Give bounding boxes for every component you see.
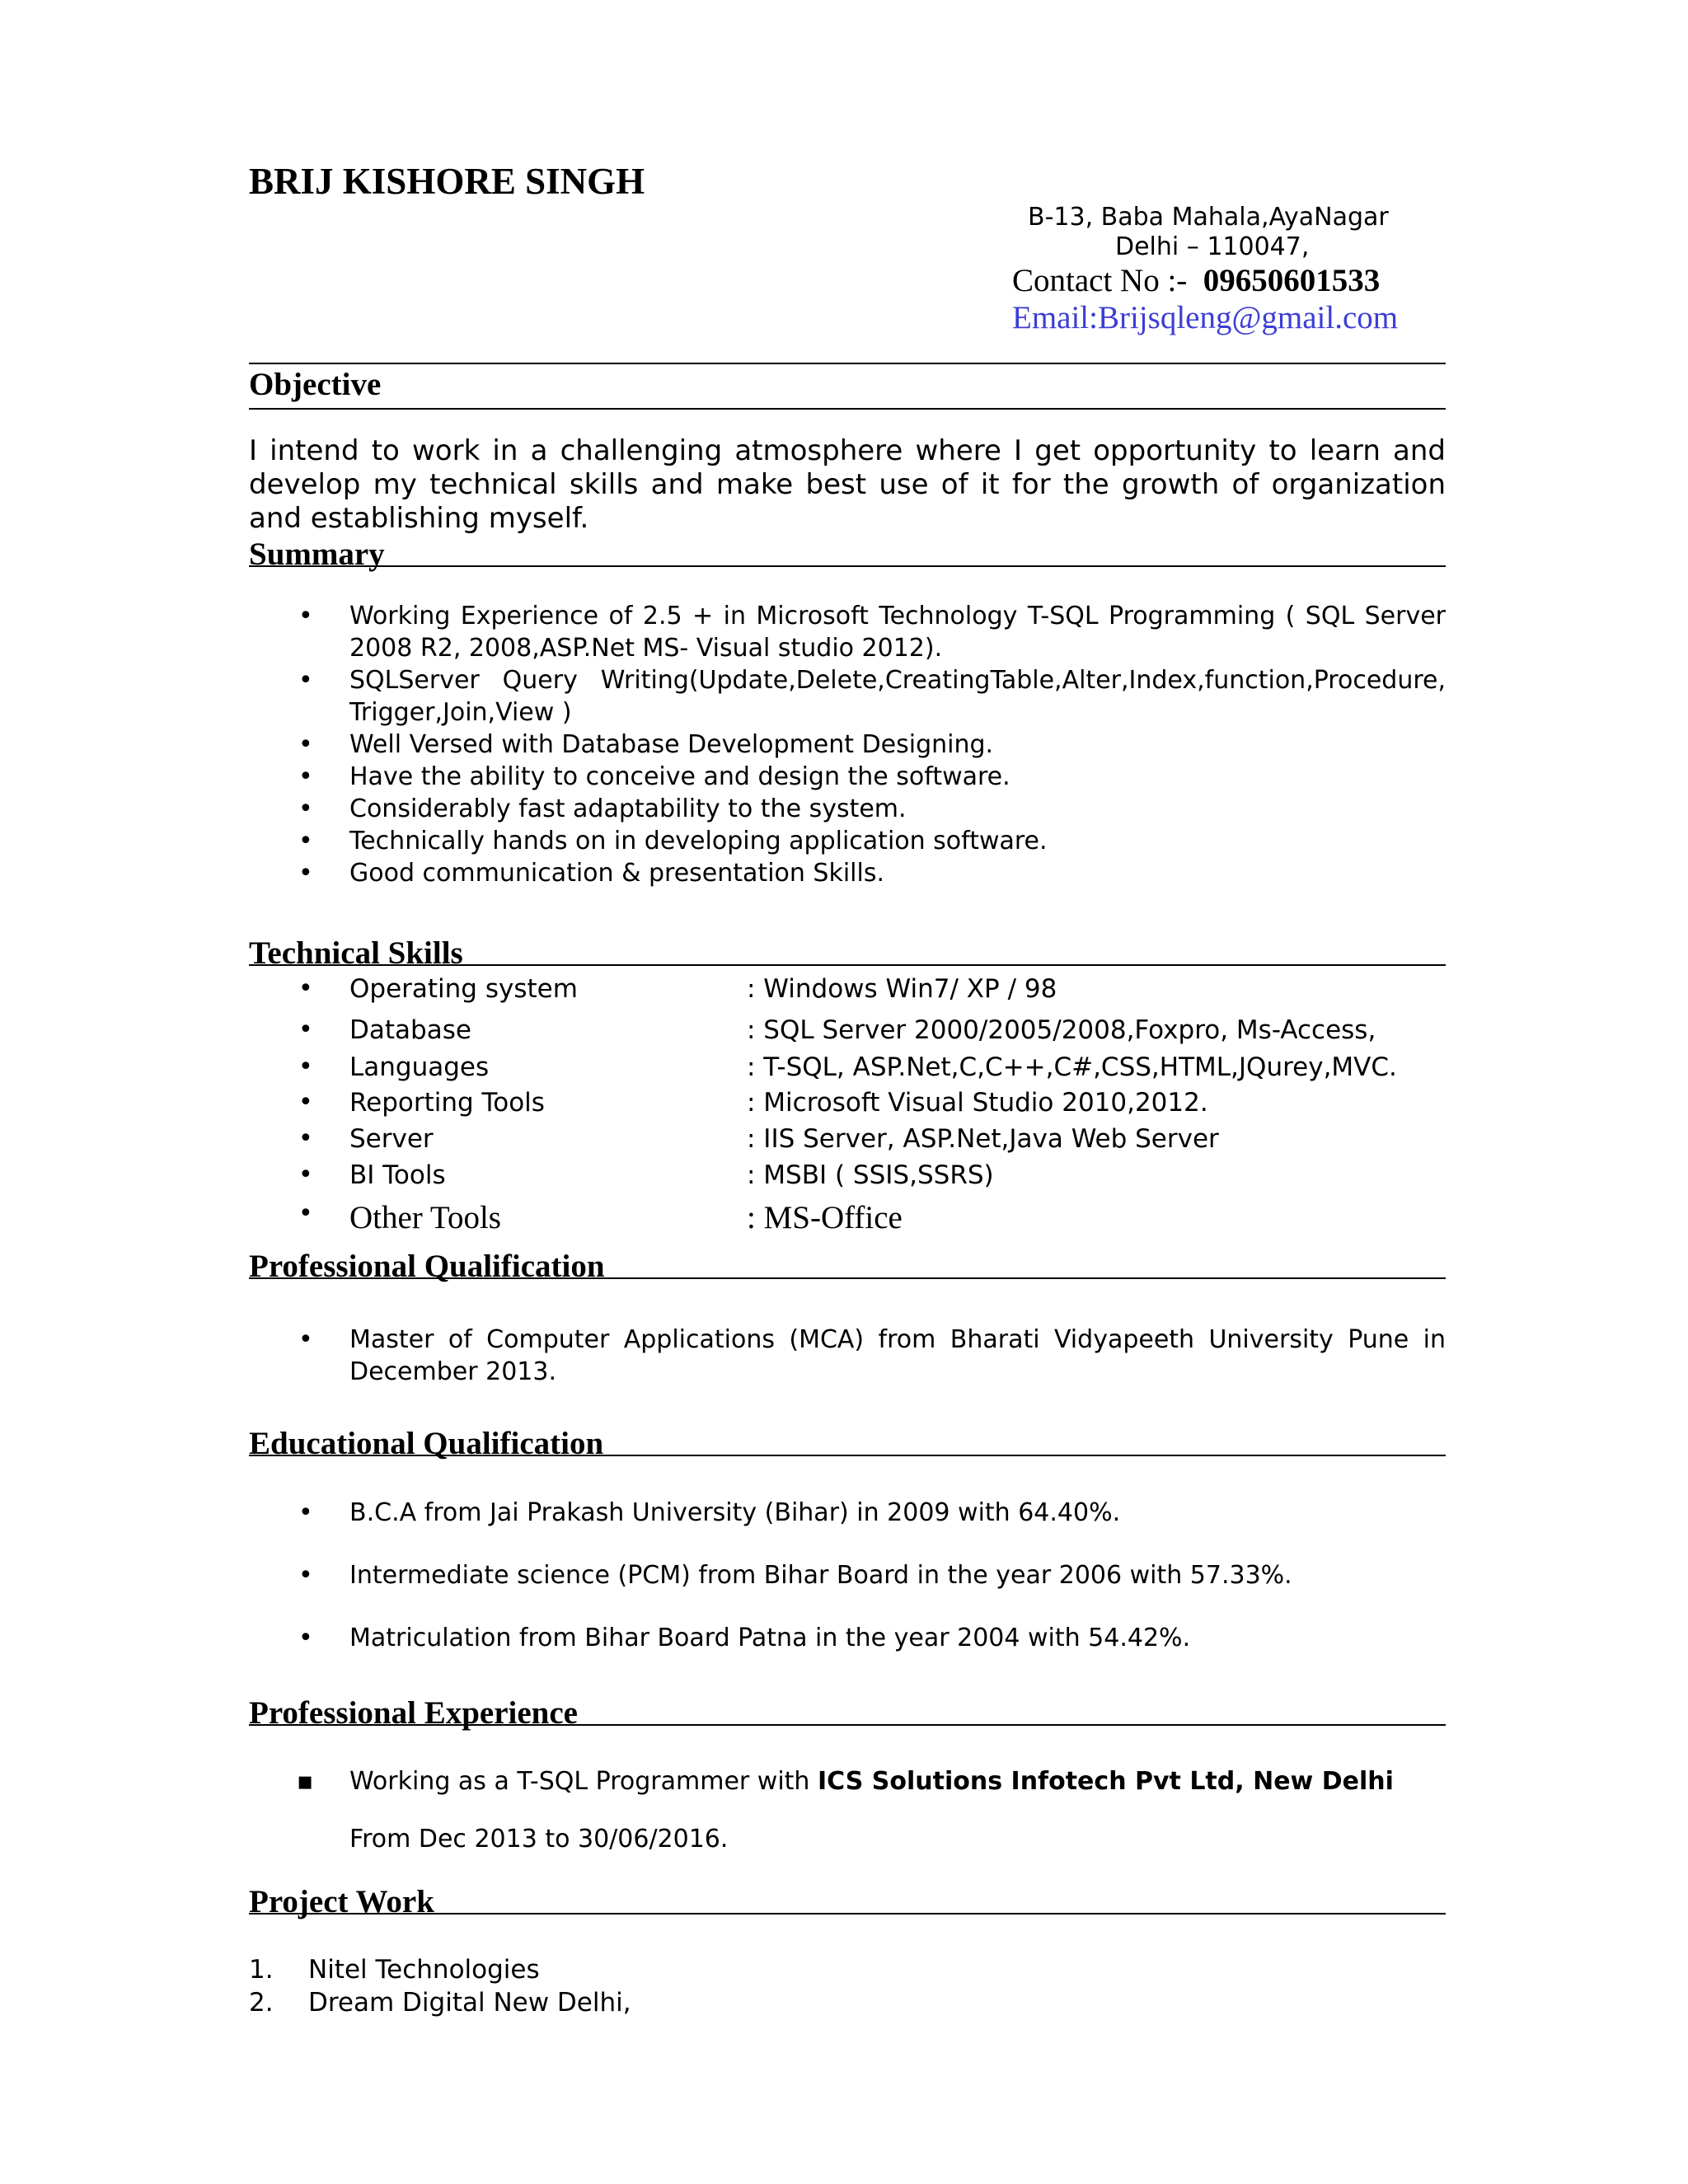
- skill-row: • Operating system : Windows Win7/ XP / 98: [298, 974, 1057, 1004]
- project-work-heading: Project Work: [249, 1884, 434, 1919]
- skill-label: Languages: [349, 1052, 490, 1082]
- list-item: • B.C.A from Jai Prakash University (Bihar) in 2009 with 64.40%.: [249, 1497, 1446, 1529]
- skill-value: : Windows Win7/ XP / 98: [747, 974, 1057, 1004]
- divider: [249, 964, 1446, 966]
- skill-row: • BI Tools : MSBI ( SSIS,SSRS): [298, 1160, 994, 1190]
- list-item: • Well Versed with Database Development Designing.: [249, 729, 1446, 761]
- divider: [249, 1724, 1446, 1726]
- contact-line: [1012, 262, 1380, 299]
- skill-label: Other Tools: [349, 1200, 501, 1235]
- list-item: • Technically hands on in developing application software.: [249, 825, 1446, 857]
- item-text: Nitel Technologies: [308, 1955, 540, 1985]
- professional-experience-heading: Professional Experience: [249, 1695, 578, 1731]
- divider: [249, 1455, 1446, 1456]
- objective-heading: Objective: [249, 367, 382, 402]
- skill-row: • Reporting Tools : Microsoft Visual Studio 2010,2012.: [298, 1088, 1208, 1118]
- professional-qualification-heading: Professional Qualification: [249, 1249, 605, 1284]
- skill-row: • Database : SQL Server 2000/2005/2008,Foxpro, Ms-Access,: [298, 1015, 1376, 1045]
- project-list: [249, 1953, 631, 2019]
- skill-value: : MS-Office: [747, 1200, 903, 1235]
- address-line-2: Delhi – 110047,: [1115, 232, 1310, 261]
- candidate-name: BRIJ KISHORE SINGH: [249, 161, 645, 202]
- list-item: • Matriculation from Bihar Board Patna in the year 2004 with 54.42%.: [249, 1622, 1446, 1654]
- skill-value: : SQL Server 2000/2005/2008,Foxpro, Ms-Access,: [747, 1015, 1376, 1045]
- item-number: 2.: [249, 1988, 274, 2018]
- address-line-1: B-13, Baba Mahala,AyaNagar: [1028, 203, 1389, 232]
- list-item: • Intermediate science (PCM) from Bihar Board in the year 2006 with 57.33%.: [249, 1559, 1446, 1591]
- educational-qualification-list: [249, 1497, 1446, 1654]
- item-number: 1.: [249, 1955, 274, 1985]
- technical-skills-heading: Technical Skills: [249, 935, 463, 971]
- skill-row: • Other Tools : MS-Office: [298, 1199, 903, 1235]
- divider: [249, 1913, 1446, 1915]
- skill-row: • Server : IIS Server, ASP.Net,Java Web Server: [298, 1124, 1219, 1154]
- experience-role: Working as a T-SQL Programmer with: [349, 1767, 810, 1796]
- list-item: • Good communication & presentation Skills.: [249, 857, 1446, 889]
- list-item: [249, 1986, 631, 2019]
- objective-text: I intend to work in a challenging atmosphere where I get opportunity to learn and develop my technical skills and make best use of it for the growth of organization and establishing myself.: [249, 434, 1446, 535]
- skill-label: BI Tools: [349, 1160, 446, 1190]
- list-item: • Master of Computer Applications (MCA) from Bharati Vidyapeeth University Pune in December 2013.: [249, 1324, 1446, 1388]
- divider: [249, 565, 1446, 567]
- list-item: • Considerably fast adaptability to the system.: [249, 793, 1446, 825]
- skill-label: Database: [349, 1015, 471, 1045]
- contact-label: Contact No :-: [1012, 263, 1188, 298]
- skill-value: : T-SQL, ASP.Net,C,C++,C#,CSS,HTML,JQurey,MVC.: [747, 1052, 1397, 1082]
- divider: [249, 363, 1446, 364]
- summary-list: [249, 600, 1446, 889]
- skill-label: Reporting Tools: [349, 1088, 545, 1118]
- summary-heading: Summary: [249, 537, 385, 572]
- experience-company: ICS Solutions Infotech Pvt Ltd, New Delhi: [818, 1767, 1394, 1796]
- professional-qualification-list: [249, 1324, 1446, 1388]
- skill-value: : Microsoft Visual Studio 2010,2012.: [747, 1088, 1208, 1118]
- skill-value: : IIS Server, ASP.Net,Java Web Server: [747, 1124, 1219, 1154]
- list-item: • Working Experience of 2.5 + in Microsoft Technology T-SQL Programming ( SQL Server 2008 R2, 2008,ASP.Net MS- Visual studio 2012).: [249, 600, 1446, 664]
- email-link[interactable]: Email:Brijsqleng@gmail.com: [1012, 300, 1399, 335]
- divider: [249, 1277, 1446, 1279]
- skill-label: Operating system: [349, 974, 578, 1004]
- list-item: [249, 1765, 1446, 1797]
- list-item: [249, 1953, 631, 1986]
- educational-qualification-heading: Educational Qualification: [249, 1426, 604, 1461]
- divider: [249, 408, 1446, 410]
- list-item: • Have the ability to conceive and design the software.: [249, 761, 1446, 793]
- skill-label: Server: [349, 1124, 434, 1154]
- skill-value: : MSBI ( SSIS,SSRS): [747, 1160, 994, 1190]
- skill-row: • Languages : T-SQL, ASP.Net,C,C++,C#,CSS,HTML,JQurey,MVC.: [298, 1052, 1397, 1082]
- professional-experience-list: [249, 1765, 1446, 1797]
- contact-number: 09650601533: [1203, 263, 1381, 298]
- experience-period: From Dec 2013 to 30/06/2016.: [349, 1825, 729, 1854]
- list-item: • SQLServer Query Writing(Update,Delete,CreatingTable,Alter,Index,function,Procedure, Trigger,Join,View ): [249, 664, 1446, 729]
- item-text: Dream Digital New Delhi,: [308, 1988, 631, 2018]
